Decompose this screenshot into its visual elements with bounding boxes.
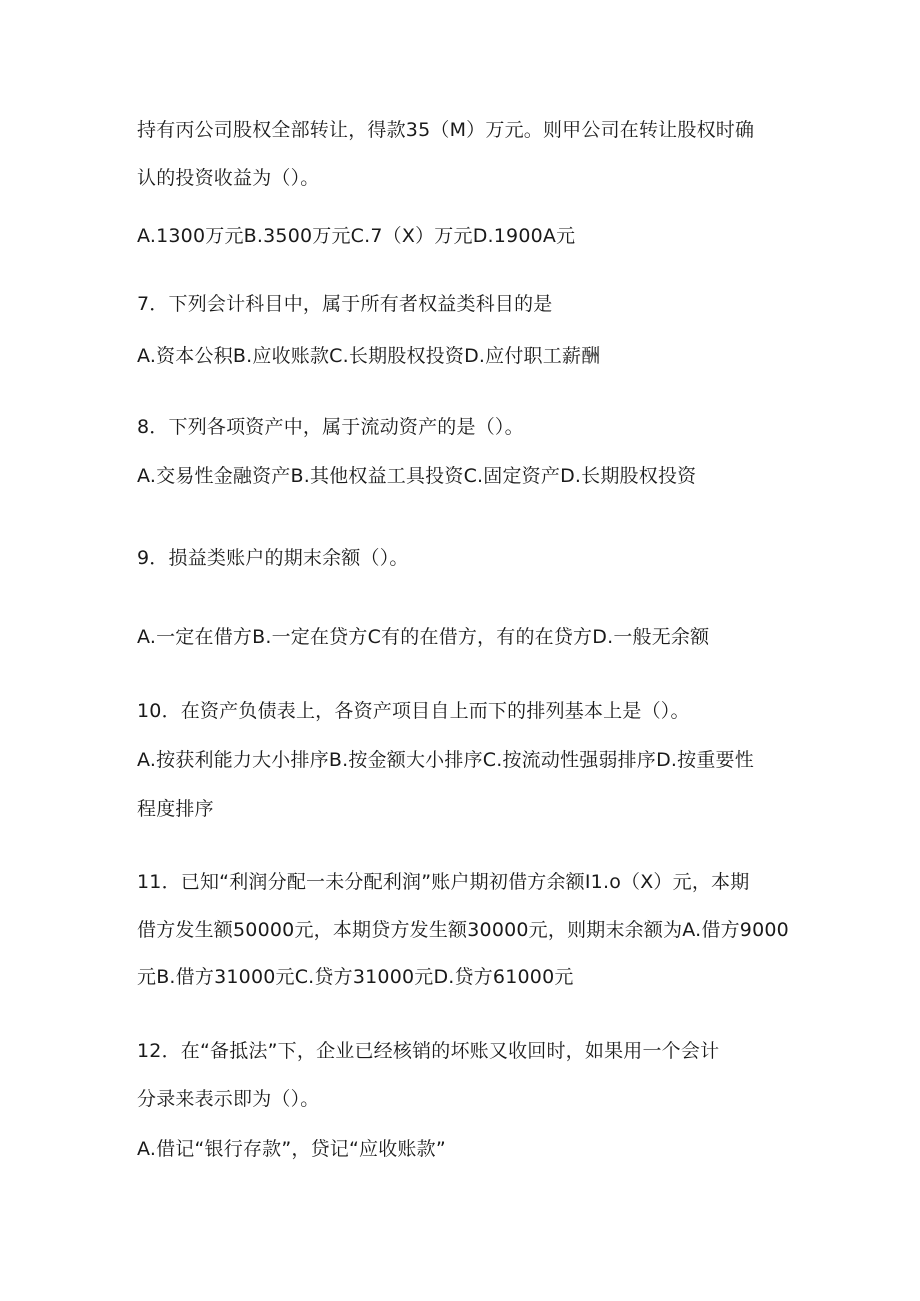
- text-line: 借方发生额50000元，本期贷方发生额30000元，则期末余额为A.借方9000: [137, 919, 789, 941]
- option-line: A.资本公积B.应收账款C.长期股权投资D.应付职工薪酬: [137, 345, 601, 367]
- text-line: 元B.借方31000元C.贷方31000元D.贷方61000元: [137, 966, 574, 988]
- option-line: A.借记“银行存款”，贷记“应收账款”: [137, 1138, 446, 1160]
- question-11: 11．已知“利润分配一未分配利润”账户期初借方余额I1.o（X）元，本期: [137, 871, 750, 893]
- text-line: 持有丙公司股权全部转让，得款35（M）万元。则甲公司在转让股权时确: [137, 119, 755, 141]
- text-line: 分录来表示即为（）。: [137, 1088, 320, 1110]
- option-line: A.1300万元B.3500万元C.7（X）万元D.1900A元: [137, 225, 576, 247]
- option-line: A.按获利能力大小排序B.按金额大小排序C.按流动性强弱排序D.按重要性: [137, 749, 754, 771]
- question-7: 7．下列会计科目中，属于所有者权益类科目的是: [137, 293, 553, 315]
- text-line: 认的投资收益为（）。: [137, 167, 320, 189]
- question-9: 9．损益类账户的期末余额（）。: [137, 547, 409, 569]
- question-12: 12．在“备抵法”下，企业已经核销的坏账又收回时，如果用一个会计: [137, 1040, 720, 1062]
- option-line: A.一定在借方B.一定在贷方C有的在借方，有的在贷方D.一般无余额: [137, 626, 710, 648]
- option-line: A.交易性金融资产B.其他权益工具投资C.固定资产D.长期股权投资: [137, 465, 697, 487]
- question-10: 10．在资产负债表上，各资产项目自上而下的排列基本上是（）。: [137, 700, 690, 722]
- question-8: 8．下列各项资产中，属于流动资产的是（）。: [137, 416, 524, 438]
- option-line-continued: 程度排序: [137, 798, 214, 820]
